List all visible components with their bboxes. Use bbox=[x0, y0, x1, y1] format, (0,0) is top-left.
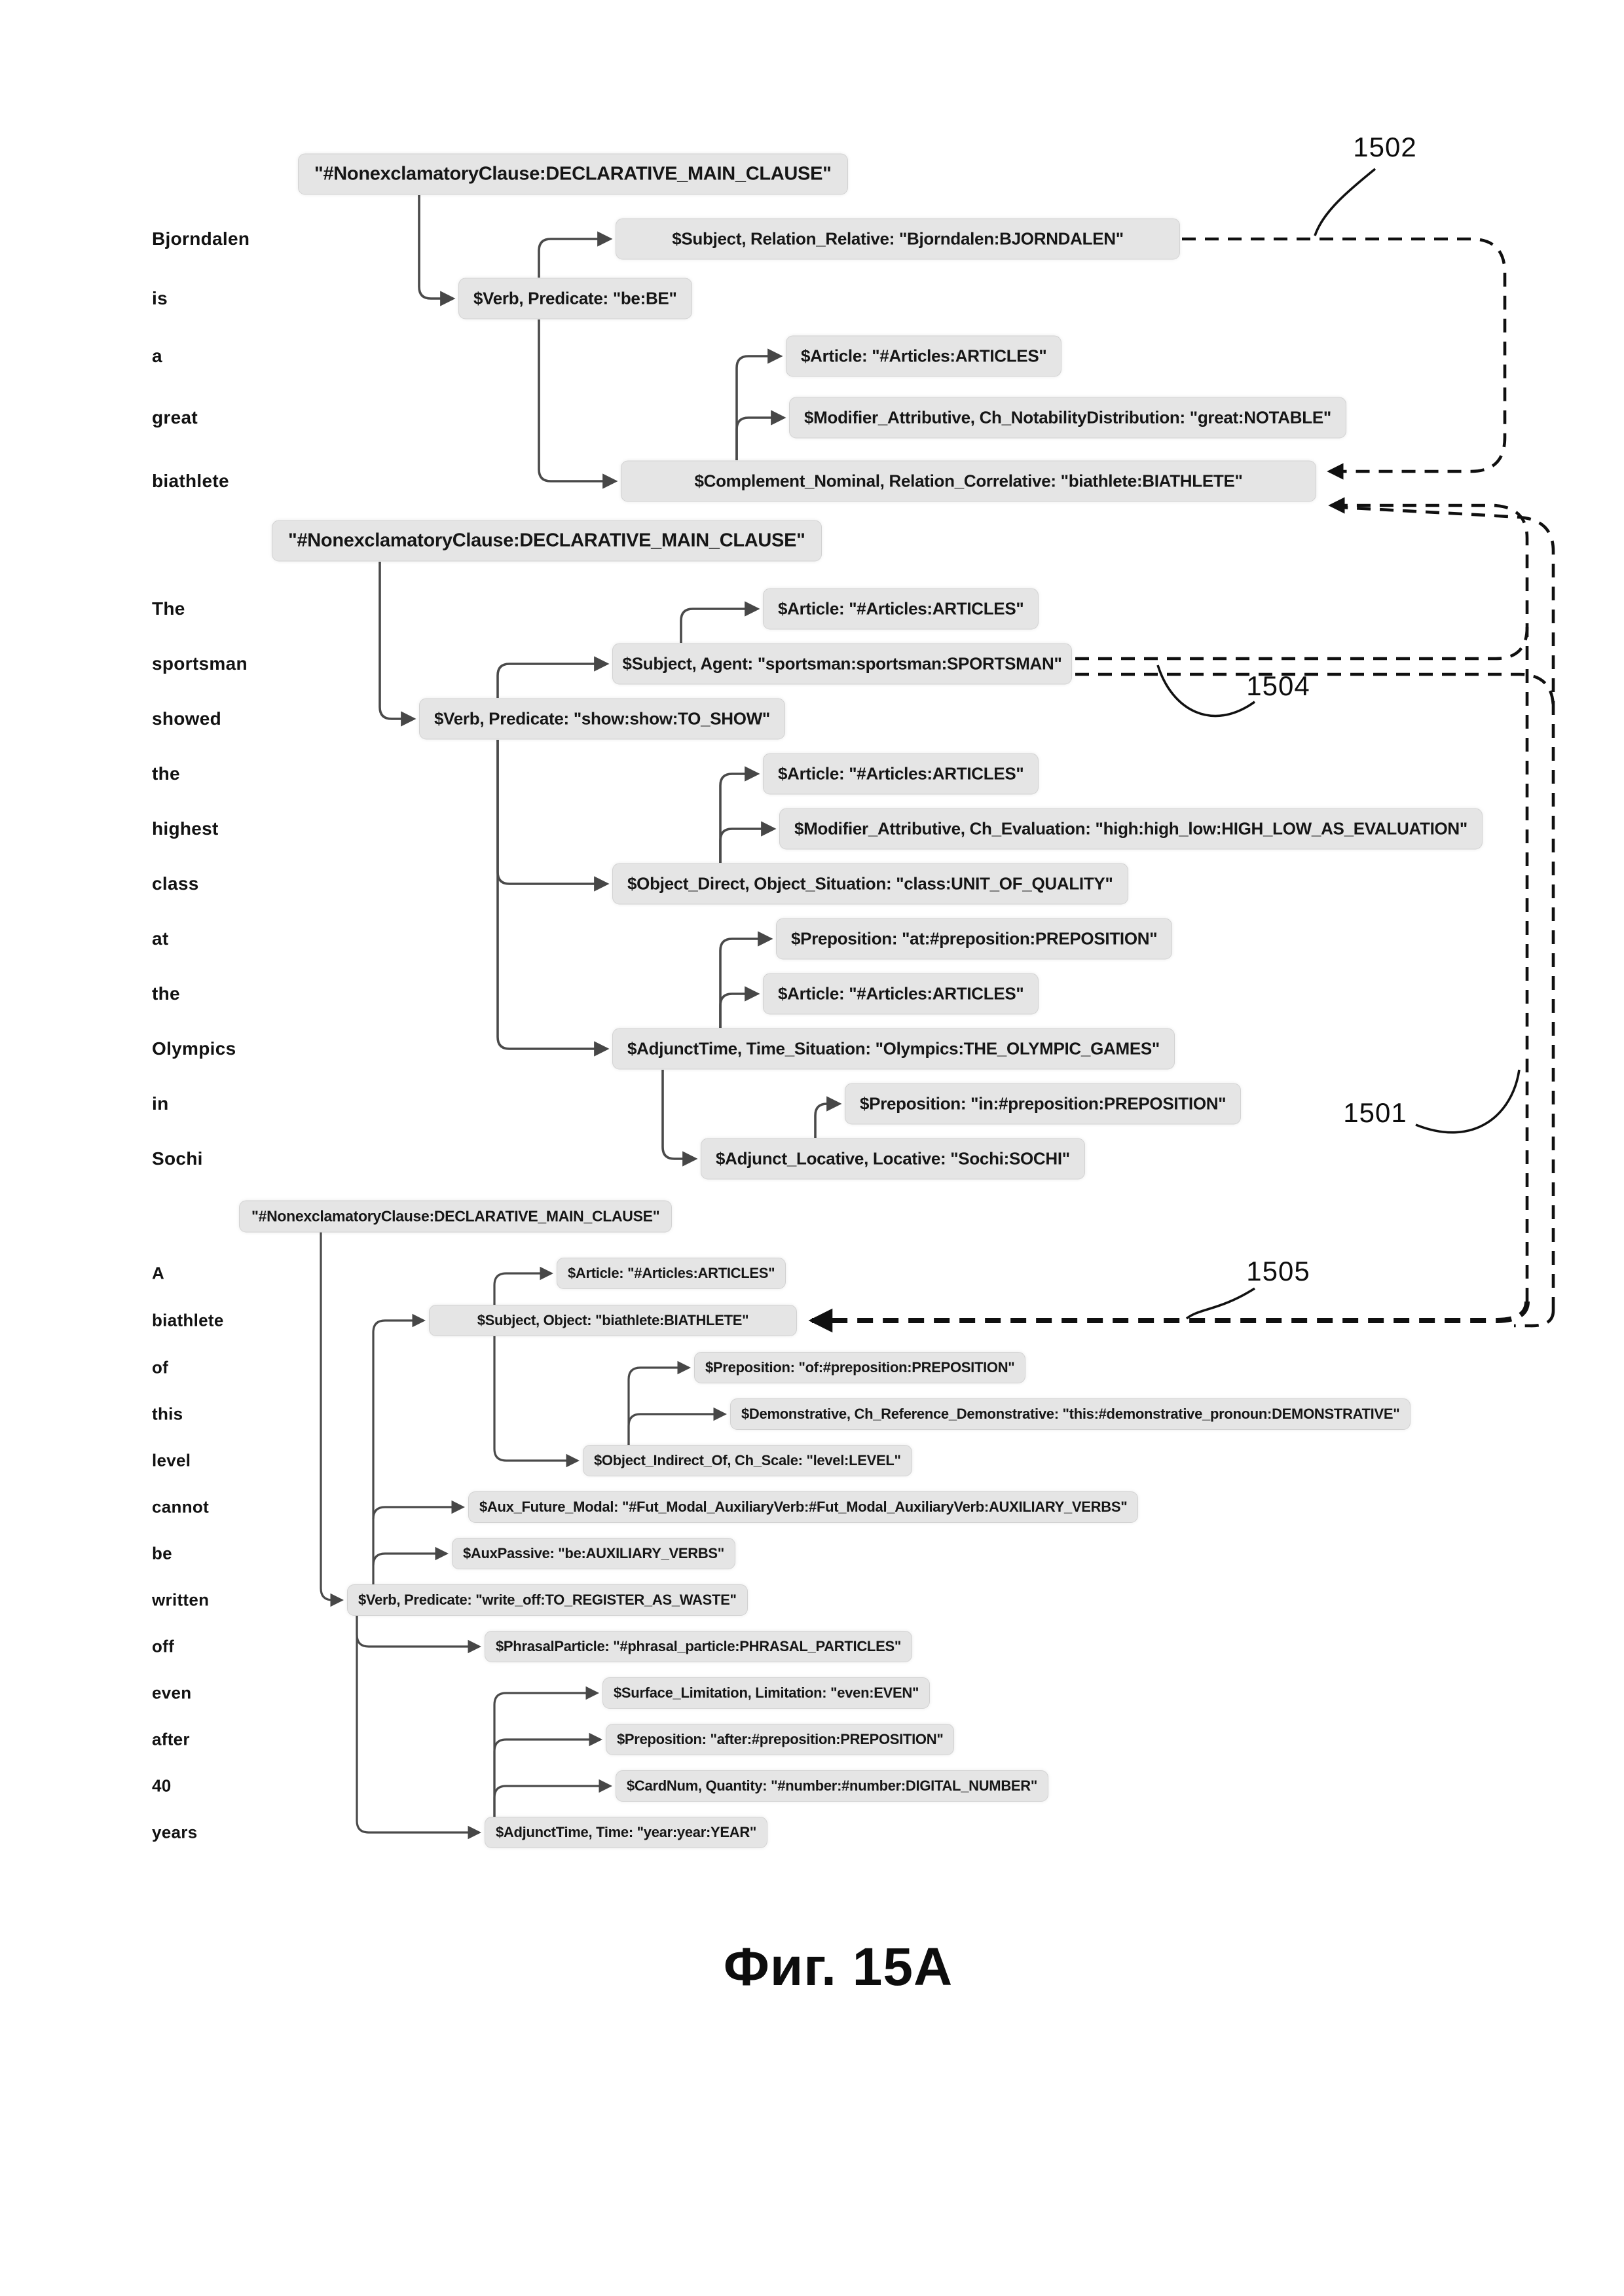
sentence-word: the bbox=[152, 763, 180, 784]
arrow-object2-modifier bbox=[720, 829, 774, 863]
sentence-word: after bbox=[152, 1729, 190, 1749]
node-subject-2: $Subject, Agent: "sportsman:sportsman:SPORTSMAN" bbox=[612, 644, 1072, 685]
arrow-subject3-objectindirect bbox=[494, 1336, 578, 1461]
arrow-verb1-complement bbox=[539, 319, 616, 481]
node-object-indirect-3: $Object_Indirect_Of, Ch_Scale: "level:LEVEL" bbox=[583, 1445, 912, 1476]
node-cardnum-3: $CardNum, Quantity: "#number:#number:DIGITAL_NUMBER" bbox=[616, 1770, 1048, 1802]
arrow-verb3-auxfuture bbox=[373, 1507, 463, 1519]
arrow-verb3-phrasal bbox=[357, 1616, 479, 1647]
sentence-word: Olympics bbox=[152, 1038, 236, 1059]
sentence-word: class bbox=[152, 873, 199, 894]
node-preposition-after-3: $Preposition: "after:#preposition:PREPOSITION" bbox=[606, 1724, 954, 1755]
arrow-object3-preposition bbox=[629, 1368, 689, 1445]
sentence-word: Sochi bbox=[152, 1148, 203, 1169]
node-subject-1: $Subject, Relation_Relative: "Bjorndalen:BJORNDALEN" bbox=[616, 219, 1180, 260]
node-modifier-2: $Modifier_Attributive, Ch_Evaluation: "high:high_low:HIGH_LOW_AS_EVALUATION" bbox=[779, 809, 1483, 850]
node-adjunct-time-3: $AdjunctTime, Time: "year:year:YEAR" bbox=[485, 1817, 767, 1848]
dashed-link-1504-upper bbox=[1075, 627, 1527, 659]
sentence-word: even bbox=[152, 1683, 192, 1703]
sentence-word: Bjorndalen bbox=[152, 228, 250, 249]
dashed-arrow-1505-to-subject bbox=[812, 1302, 1527, 1321]
sentence-word: be bbox=[152, 1543, 172, 1563]
node-phrasal-particle-3: $PhrasalParticle: "#phrasal_particle:PHRASAL_PARTICLES" bbox=[485, 1631, 912, 1662]
sentence-word: showed bbox=[152, 708, 222, 729]
arrow-object2-article bbox=[720, 774, 758, 863]
dashed-trunk-outer bbox=[1341, 507, 1553, 1311]
sentence-word: off bbox=[152, 1636, 175, 1656]
node-object-direct-2: $Object_Direct, Object_Situation: "class:UNIT_OF_QUALITY" bbox=[612, 864, 1128, 905]
node-surface-limitation-3: $Surface_Limitation, Limitation: "even:EVEN" bbox=[602, 1677, 930, 1709]
node-clause-2: "#NonexclamatoryClause:DECLARATIVE_MAIN_CLAUSE" bbox=[272, 520, 822, 562]
dashed-link-1504-lower bbox=[1075, 674, 1553, 708]
sentence-word: at bbox=[152, 928, 169, 949]
ref-label-1505: 1505 bbox=[1246, 1256, 1310, 1286]
arrow-adjuncttime2-locative bbox=[663, 1070, 695, 1159]
node-aux-future-modal-3: $Aux_Future_Modal: "#Fut_Modal_AuxiliaryVerb:#Fut_Modal_AuxiliaryVerb:AUXILIARY_VERBS" bbox=[468, 1491, 1138, 1523]
node-verb-1: $Verb, Predicate: "be:BE" bbox=[458, 278, 692, 319]
dashed-trunk-inner-to-complement bbox=[1331, 505, 1527, 1302]
node-preposition-at-2: $Preposition: "at:#preposition:PREPOSITION" bbox=[776, 919, 1172, 960]
ref-label-1501: 1501 bbox=[1343, 1097, 1407, 1128]
ref-label-1504: 1504 bbox=[1246, 670, 1310, 701]
node-demonstrative-3: $Demonstrative, Ch_Reference_Demonstrative: "this:#demonstrative_pronoun:DEMONSTRATIVE" bbox=[730, 1398, 1411, 1430]
node-adjunct-time-2: $AdjunctTime, Time_Situation: "Olympics:THE_OLYMPIC_GAMES" bbox=[612, 1029, 1175, 1070]
figure-caption: Фиг. 15А bbox=[723, 1937, 953, 1997]
node-clause-1: "#NonexclamatoryClause:DECLARATIVE_MAIN_CLAUSE" bbox=[298, 154, 848, 195]
sentence-word: cannot bbox=[152, 1497, 210, 1517]
arrow-adjuncttime3-surface bbox=[494, 1693, 597, 1817]
sentence-word: A bbox=[152, 1263, 165, 1283]
arrow-subject3-article bbox=[494, 1273, 551, 1305]
node-complement-1: $Complement_Nominal, Relation_Correlative: "biathlete:BIATHLETE" bbox=[621, 461, 1316, 502]
arrow-adjuncttime2-article bbox=[720, 994, 758, 1028]
node-verb-2: $Verb, Predicate: "show:show:TO_SHOW" bbox=[419, 699, 785, 740]
sentence-word: of bbox=[152, 1357, 169, 1377]
node-preposition-in-2: $Preposition: "in:#preposition:PREPOSITION" bbox=[845, 1084, 1241, 1125]
arrow-verb2-subject bbox=[498, 664, 607, 698]
sentence-word: highest bbox=[152, 818, 219, 839]
arrow-subject2-article bbox=[681, 609, 758, 643]
arrow-verb2-adjuncttime bbox=[498, 740, 607, 1049]
sentence-word: is bbox=[152, 288, 168, 308]
arrow-object3-demonstrative bbox=[629, 1414, 725, 1445]
sentence-word: biathlete bbox=[152, 471, 229, 491]
node-aux-passive-3: $AuxPassive: "be:AUXILIARY_VERBS" bbox=[452, 1538, 735, 1569]
arrow-verb3-auxpassive bbox=[373, 1554, 447, 1565]
sentence-word: 40 bbox=[152, 1776, 172, 1796]
arrow-verb3-adjuncttime bbox=[357, 1616, 479, 1832]
node-article-object-2: $Article: "#Articles:ARTICLES" bbox=[763, 754, 1039, 795]
arrow-verb2-object bbox=[498, 740, 607, 884]
node-article-3: $Article: "#Articles:ARTICLES" bbox=[557, 1258, 786, 1289]
node-clause-3: "#NonexclamatoryClause:DECLARATIVE_MAIN_CLAUSE" bbox=[239, 1201, 672, 1233]
node-preposition-of-3: $Preposition: "of:#preposition:PREPOSITION" bbox=[694, 1352, 1025, 1383]
arrow-clause3-verb bbox=[321, 1232, 342, 1600]
node-subject-3: $Subject, Object: "biathlete:BIATHLETE" bbox=[429, 1305, 797, 1336]
sentence-word: in bbox=[152, 1093, 169, 1114]
arrow-adjuncttime3-cardnum bbox=[494, 1786, 610, 1817]
sentence-word: sportsman bbox=[152, 653, 248, 674]
arrow-complement1-article bbox=[737, 356, 781, 460]
sentence-word: a bbox=[152, 346, 162, 366]
arrow-locative2-preposition bbox=[815, 1104, 840, 1138]
node-verb-3: $Verb, Predicate: "write_off:TO_REGISTER_AS_WASTE" bbox=[347, 1584, 748, 1616]
sentence-word: The bbox=[152, 598, 185, 619]
leader-1504 bbox=[1158, 665, 1255, 716]
node-article-1: $Article: "#Articles:ARTICLES" bbox=[786, 336, 1061, 377]
arrow-verb1-subject bbox=[539, 239, 610, 278]
sentence-word: this bbox=[152, 1404, 183, 1424]
sentence-word: biathlete bbox=[152, 1310, 224, 1330]
node-article-time-2: $Article: "#Articles:ARTICLES" bbox=[763, 974, 1039, 1015]
leader-1502 bbox=[1315, 169, 1375, 236]
node-modifier-1: $Modifier_Attributive, Ch_NotabilityDistribution: "great:NOTABLE" bbox=[789, 397, 1346, 439]
ref-label-1502: 1502 bbox=[1353, 132, 1417, 162]
sentence-word: level bbox=[152, 1450, 191, 1470]
arrow-clause1-verb bbox=[419, 195, 453, 299]
node-article-subject-2: $Article: "#Articles:ARTICLES" bbox=[763, 589, 1039, 630]
node-adjunct-locative-2: $Adjunct_Locative, Locative: "Sochi:SOCHI" bbox=[701, 1139, 1085, 1180]
leader-1501 bbox=[1416, 1070, 1519, 1133]
arrow-adjuncttime3-preposition bbox=[494, 1740, 600, 1817]
sentence-word: the bbox=[152, 983, 180, 1004]
sentence-word: great bbox=[152, 407, 198, 428]
arrow-verb3-subject bbox=[373, 1321, 424, 1584]
sentence-word: written bbox=[152, 1590, 210, 1610]
arrow-complement1-modifier bbox=[737, 418, 784, 460]
arrow-clause2-verb bbox=[380, 562, 414, 719]
leader-1505 bbox=[1187, 1288, 1255, 1319]
sentence-word: years bbox=[152, 1822, 198, 1842]
